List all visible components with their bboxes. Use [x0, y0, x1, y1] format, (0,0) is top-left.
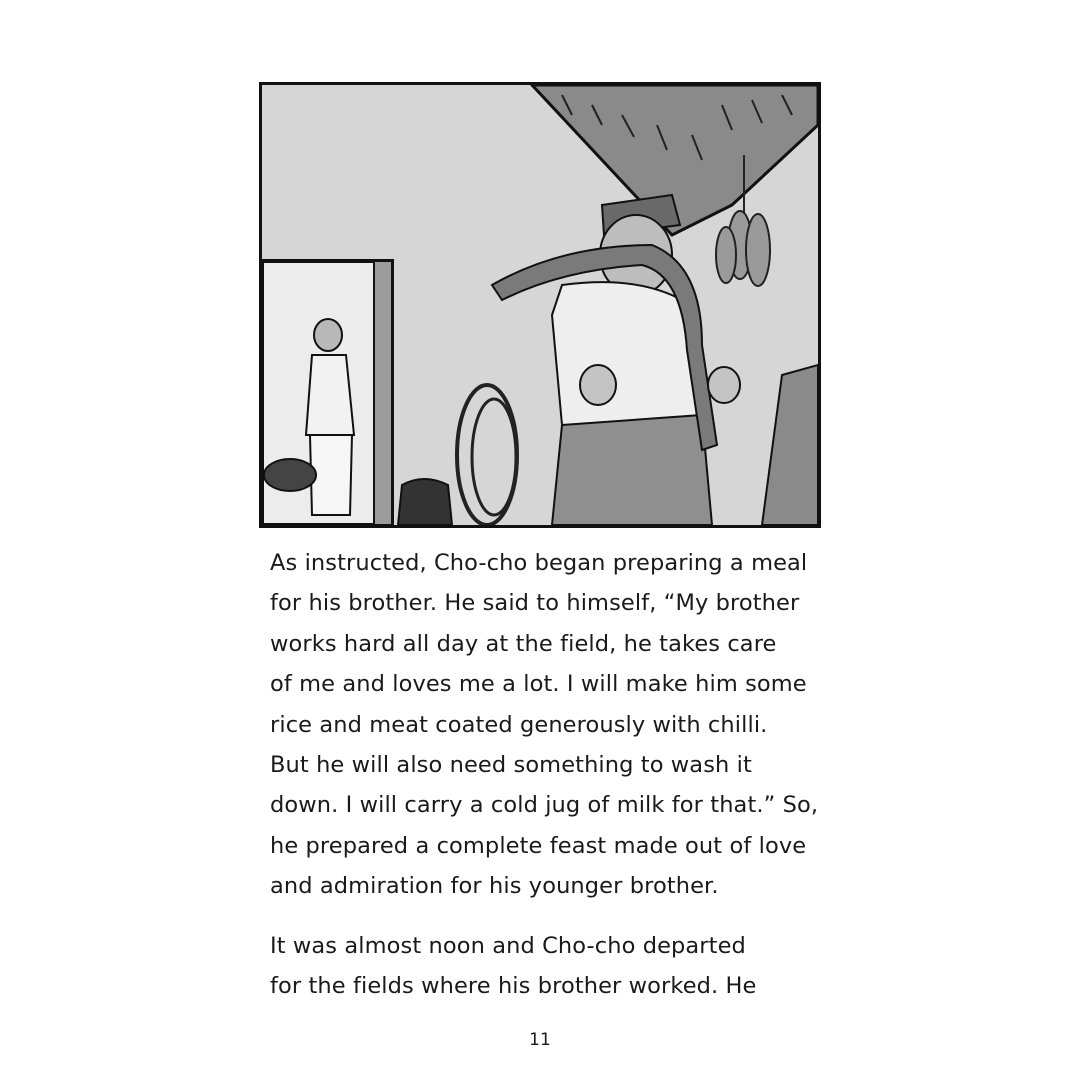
text-line: rice and meat coated generously with chilli.	[270, 711, 768, 738]
text-line: As instructed, Cho-cho began preparing a meal	[270, 550, 808, 576]
paragraph-2	[270, 926, 830, 1007]
ink-illustration-icon	[262, 85, 818, 525]
text-line: But he will also need something to wash it	[270, 752, 752, 779]
story-text	[270, 543, 830, 1006]
text-line: for the fields where his brother worked. He	[270, 973, 757, 1000]
text-line: works hard all day at the field, he takes care	[270, 630, 777, 657]
text-line: and admiration for his younger brother.	[270, 873, 719, 900]
story-illustration	[259, 82, 821, 528]
text-line: for his brother. He said to himself, “My brother	[270, 590, 800, 617]
text-line: he prepared a complete feast made out of love	[270, 832, 807, 859]
text-line: down. I will carry a cold jug of milk for that.” So,	[270, 792, 819, 819]
page-number: 11	[529, 1030, 551, 1050]
paragraph-1	[270, 543, 830, 907]
text-line: It was almost noon and Cho-cho departed	[270, 932, 746, 959]
text-line: of me and loves me a lot. I will make him some	[270, 671, 807, 698]
